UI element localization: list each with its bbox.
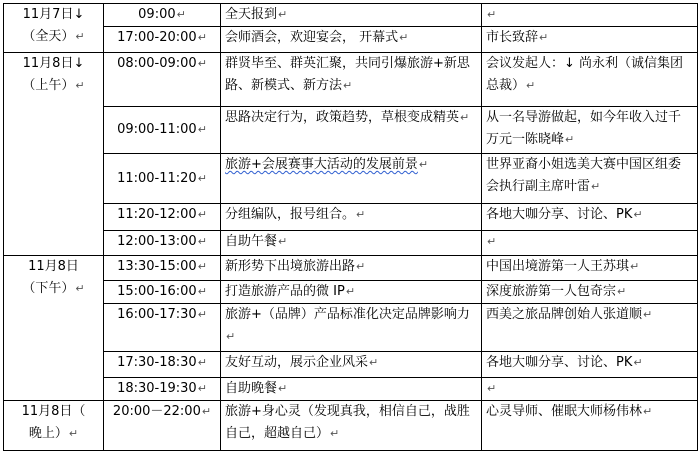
speaker-cell (482, 4, 698, 27)
date-line: 晚上） (28, 426, 68, 441)
date-line: （上午） (22, 78, 75, 93)
topic-cell (221, 4, 482, 27)
topic-cell (221, 401, 482, 451)
topic-text: 自助晚餐 (225, 381, 278, 396)
paragraph-mark-icon: ↵ (617, 285, 627, 298)
topic-text: 友好互动，展示企业风采 (225, 355, 369, 370)
paragraph-mark-icon: ↵ (197, 235, 207, 248)
schedule-table (3, 3, 698, 451)
paragraph-mark-icon: ↵ (197, 285, 207, 298)
time-text: 09:00-11:00 (117, 122, 197, 137)
date-cell (4, 53, 104, 256)
speaker-text: 世界亚裔小姐选美大赛中国区组委会执行副主席叶雷 (486, 157, 682, 194)
time-text: 12:00-13:00 (117, 234, 197, 249)
speaker-text: 各地大咖分享、讨论、PK (486, 207, 633, 222)
paragraph-mark-icon: ↵ (75, 282, 85, 295)
topic-text: 分组编队，报号组合。 (225, 207, 356, 222)
time-cell (104, 107, 221, 154)
speaker-text: 市长致辞 (486, 30, 539, 45)
speaker-cell (482, 304, 698, 352)
paragraph-mark-icon: ↵ (487, 235, 497, 248)
date-cell (4, 401, 104, 451)
time-text: 15:00-16:00 (117, 284, 197, 299)
speaker-cell (482, 352, 698, 378)
table-row (4, 27, 698, 53)
table-row (4, 107, 698, 154)
table-row (4, 53, 698, 107)
time-text: 11:20-12:00 (117, 207, 197, 222)
topic-text: 全天报到 (225, 7, 278, 22)
speaker-cell (482, 107, 698, 154)
time-text: 20:00－22:00 (112, 404, 201, 419)
topic-cell (221, 281, 482, 304)
paragraph-mark-icon: ↵ (201, 405, 212, 418)
paragraph-mark-icon: ↵ (487, 8, 497, 21)
topic-cell (221, 27, 482, 53)
paragraph-mark-icon: ↵ (356, 208, 366, 221)
speaker-text: 会议发起人：↓ 尚永利（诚信集团总裁） (486, 56, 684, 93)
time-cell (104, 256, 221, 281)
topic-text: 会师酒会，欢迎宴会， 开幕式 (225, 30, 399, 45)
topic-text: 旅游+会展赛事大活动的发展前景 (225, 157, 418, 172)
topic-cell (221, 256, 482, 281)
paragraph-mark-icon: ↵ (345, 285, 356, 298)
paragraph-mark-icon: ↵ (487, 382, 497, 395)
table-row (4, 4, 698, 27)
speaker-cell (482, 204, 698, 231)
speaker-cell (482, 378, 698, 401)
time-text: 17:00-20:00 (117, 30, 197, 45)
time-text: 17:30-18:30 (117, 355, 197, 370)
time-cell (104, 53, 221, 107)
date-line: （下午） (22, 281, 75, 296)
time-cell (104, 231, 221, 256)
paragraph-mark-icon: ↵ (197, 208, 207, 221)
paragraph-mark-icon: ↵ (278, 235, 288, 248)
speaker-cell (482, 231, 698, 256)
paragraph-mark-icon: ↵ (75, 79, 85, 92)
topic-cell (221, 231, 482, 256)
paragraph-mark-icon: ↵ (633, 208, 643, 221)
topic-text: 新形势下出境旅游出路 (225, 259, 356, 274)
topic-text: 思路决定行为，政策趋势，草根变成精英 (225, 110, 460, 125)
paragraph-mark-icon: ↵ (526, 79, 536, 92)
paragraph-mark-icon: ↵ (591, 180, 601, 193)
topic-cell (221, 107, 482, 154)
paragraph-mark-icon: ↵ (565, 133, 575, 146)
table-row (4, 352, 698, 378)
date-line: 11月7日↓ (22, 7, 85, 22)
paragraph-mark-icon: ↵ (539, 31, 549, 44)
paragraph-mark-icon: ↵ (356, 260, 366, 273)
time-text: 16:00-17:30 (117, 307, 197, 322)
speaker-text: 中国出境游第一人王苏琪 (486, 259, 630, 274)
paragraph-mark-icon: ↵ (399, 31, 409, 44)
topic-text: 群贤毕至、群英汇聚，共同引爆旅游+新思路、新模式、新方法 (225, 56, 470, 93)
date-cell (4, 256, 104, 401)
paragraph-mark-icon: ↵ (643, 405, 653, 418)
paragraph-mark-icon: ↵ (197, 308, 207, 321)
paragraph-mark-icon: ↵ (197, 57, 207, 70)
paragraph-mark-icon: ↵ (343, 79, 353, 92)
table-row (4, 154, 698, 204)
speaker-cell (482, 27, 698, 53)
topic-text: 打造旅游产品的微 IP (225, 284, 345, 299)
paragraph-mark-icon: ↵ (176, 8, 186, 21)
paragraph-mark-icon: ↵ (330, 427, 340, 440)
time-cell (104, 27, 221, 53)
time-cell (104, 4, 221, 27)
speaker-cell (482, 154, 698, 204)
time-cell (104, 154, 221, 204)
table-row (4, 304, 698, 352)
time-text: 08:00-09:00 (117, 56, 197, 71)
topic-text: 自助午餐 (225, 234, 278, 249)
speaker-text: 从一名导游做起，如今年收入过千万元一陈晓峰 (486, 110, 682, 147)
topic-cell (221, 53, 482, 107)
paragraph-mark-icon: ↵ (197, 171, 207, 185)
paragraph-mark-icon: ↵ (633, 356, 643, 369)
date-line: 11月8日 (28, 259, 79, 274)
topic-cell (221, 352, 482, 378)
table-row (4, 256, 698, 281)
table-row (4, 204, 698, 231)
speaker-text: 深度旅游第一人包奇宗 (486, 284, 617, 299)
topic-cell (221, 204, 482, 231)
speaker-cell (482, 256, 698, 281)
paragraph-mark-icon: ↵ (197, 123, 207, 136)
paragraph-mark-icon: ↵ (369, 356, 379, 369)
time-text: 11:00-11:20 (117, 170, 197, 186)
time-text: 09:00 (138, 7, 176, 22)
paragraph-mark-icon: ↵ (226, 330, 236, 343)
paragraph-mark-icon: ↵ (75, 30, 85, 43)
date-line: 11月8日（ (21, 404, 86, 419)
paragraph-mark-icon: ↵ (197, 356, 207, 369)
topic-text: 旅游+身心灵（发现真我，相信自己，战胜自己，超越自己） (225, 404, 470, 441)
speaker-cell (482, 281, 698, 304)
paragraph-mark-icon: ↵ (278, 8, 288, 21)
paragraph-mark-icon: ↵ (197, 260, 207, 273)
time-text: 13:30-15:00 (117, 259, 197, 274)
speaker-text: 西美之旅品牌创始人张道顺 (486, 307, 643, 322)
table-row (4, 231, 698, 256)
table-row (4, 281, 698, 304)
paragraph-mark-icon: ↵ (197, 382, 207, 395)
time-cell (104, 378, 221, 401)
paragraph-mark-icon: ↵ (630, 260, 640, 273)
time-cell (104, 352, 221, 378)
topic-cell (221, 154, 482, 204)
paragraph-mark-icon: ↵ (418, 158, 429, 171)
table-row (4, 401, 698, 451)
speaker-text: 心灵导师、催眠大师杨伟林 (486, 404, 643, 419)
table-row (4, 378, 698, 401)
paragraph-mark-icon: ↵ (643, 308, 653, 321)
topic-text: 旅游+（品牌）产品标准化决定品牌影响力 (225, 307, 470, 322)
paragraph-mark-icon: ↵ (68, 427, 79, 440)
date-line: （全天） (22, 29, 75, 44)
paragraph-mark-icon: ↵ (197, 31, 207, 44)
time-cell (104, 281, 221, 304)
time-cell (104, 204, 221, 231)
paragraph-mark-icon: ↵ (278, 382, 288, 395)
date-cell (4, 4, 104, 53)
time-cell (104, 304, 221, 352)
topic-cell (221, 304, 482, 352)
speaker-cell (482, 53, 698, 107)
speaker-text: 各地大咖分享、讨论、PK (486, 355, 633, 370)
date-line: 11月8日↓ (22, 56, 85, 71)
time-text: 18:30-19:30 (117, 381, 197, 396)
time-cell (104, 401, 221, 451)
speaker-cell (482, 401, 698, 451)
paragraph-mark-icon: ↵ (460, 111, 470, 124)
topic-cell (221, 378, 482, 401)
